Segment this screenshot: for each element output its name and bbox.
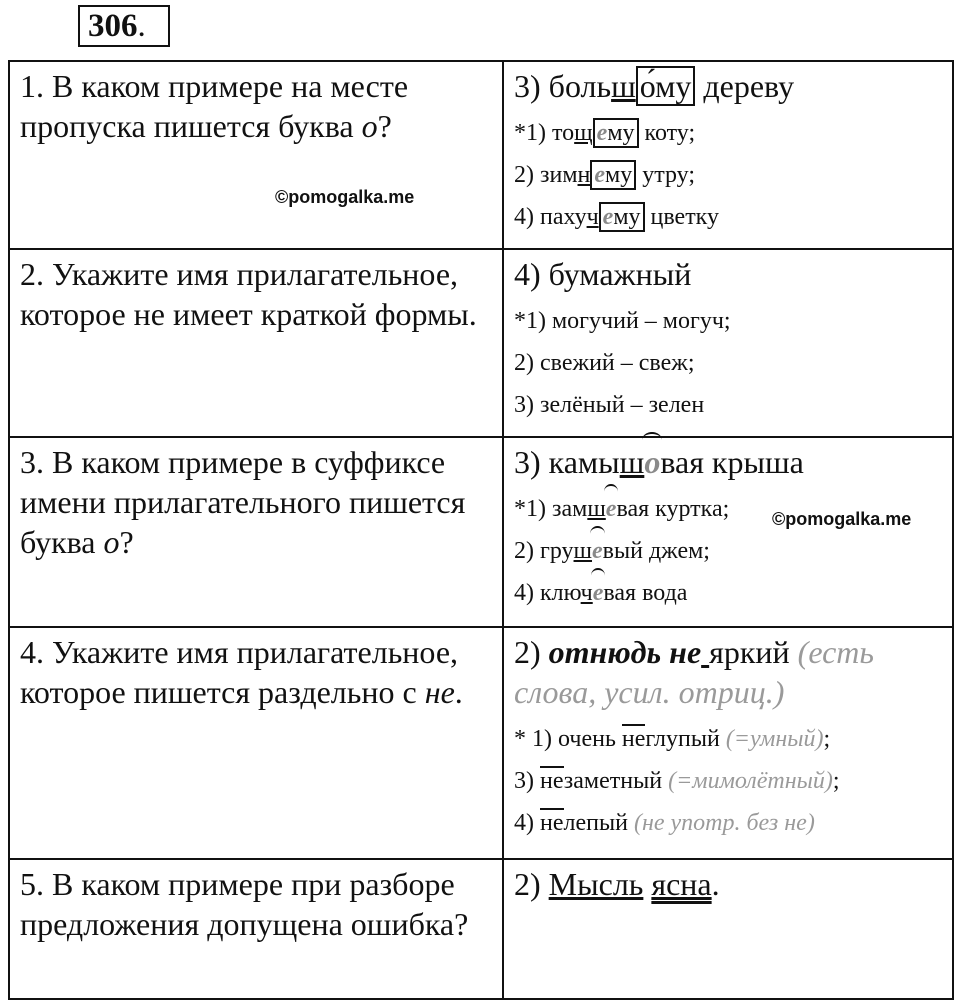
option-3: 3) незаметный (=мимолётный); — [514, 768, 840, 794]
option-3: 3) зелёный – зелен — [514, 392, 705, 418]
watermark: ©pomogalka.me — [275, 187, 415, 207]
answer-cell — [503, 627, 953, 859]
question-cell: 1. В каком примере на месте пропуска пишется буква о? — [9, 61, 503, 249]
option-2: 2) свежий – свеж; — [514, 350, 695, 376]
correct-answer: 2) отнюдь не яркий (есть слова, усил. отриц.) — [514, 634, 874, 710]
question-cell: 3. В каком примере в суффиксе имени прилагательного пишется буква о? — [9, 437, 503, 627]
correct-answer: 3) камышовая крыша — [514, 444, 804, 480]
answer-cell — [503, 61, 953, 249]
option-2: 2) грушевый джем; — [514, 538, 710, 564]
option-1: *1) могучий – могуч; — [514, 308, 731, 334]
watermark: ©pomogalka.me — [772, 509, 912, 529]
exercise-table — [8, 60, 954, 1000]
correct-answer: 4) бумажный — [514, 256, 692, 292]
table-row — [9, 249, 953, 437]
table-row — [9, 61, 953, 249]
question-cell: 4. Укажите имя прилагательное, которое пишется раздельно с не. — [9, 627, 503, 859]
question-cell: 2. Укажите имя прилагательное, которое не имеет краткой формы. — [9, 249, 503, 437]
correct-answer: 2) Мысль ясна. — [514, 866, 720, 902]
correct-answer: 3) больш о́му дереву — [514, 68, 795, 104]
answer-cell — [503, 437, 953, 627]
option-2: 2) зимн ему утру; — [514, 162, 696, 188]
answer-cell — [503, 249, 953, 437]
option-4: 4) пахуч ему цветку — [514, 204, 719, 230]
exercise-number: 306. — [78, 5, 170, 47]
option-4: 4) нелепый (не употр. без не) — [514, 810, 815, 836]
table-row — [9, 437, 953, 627]
option-1: *1) замшевая куртка; — [514, 496, 730, 522]
answer-cell — [503, 859, 953, 999]
question-cell: 5. В каком примере при разборе предложения допущена ошибка? — [9, 859, 503, 999]
option-1: *1) тощ ему коту; — [514, 120, 696, 146]
option-4: 4) ключевая вода — [514, 580, 688, 606]
table-row — [9, 627, 953, 859]
option-1: * 1) очень неглупый (=умный); — [514, 726, 831, 752]
table-row — [9, 859, 953, 999]
